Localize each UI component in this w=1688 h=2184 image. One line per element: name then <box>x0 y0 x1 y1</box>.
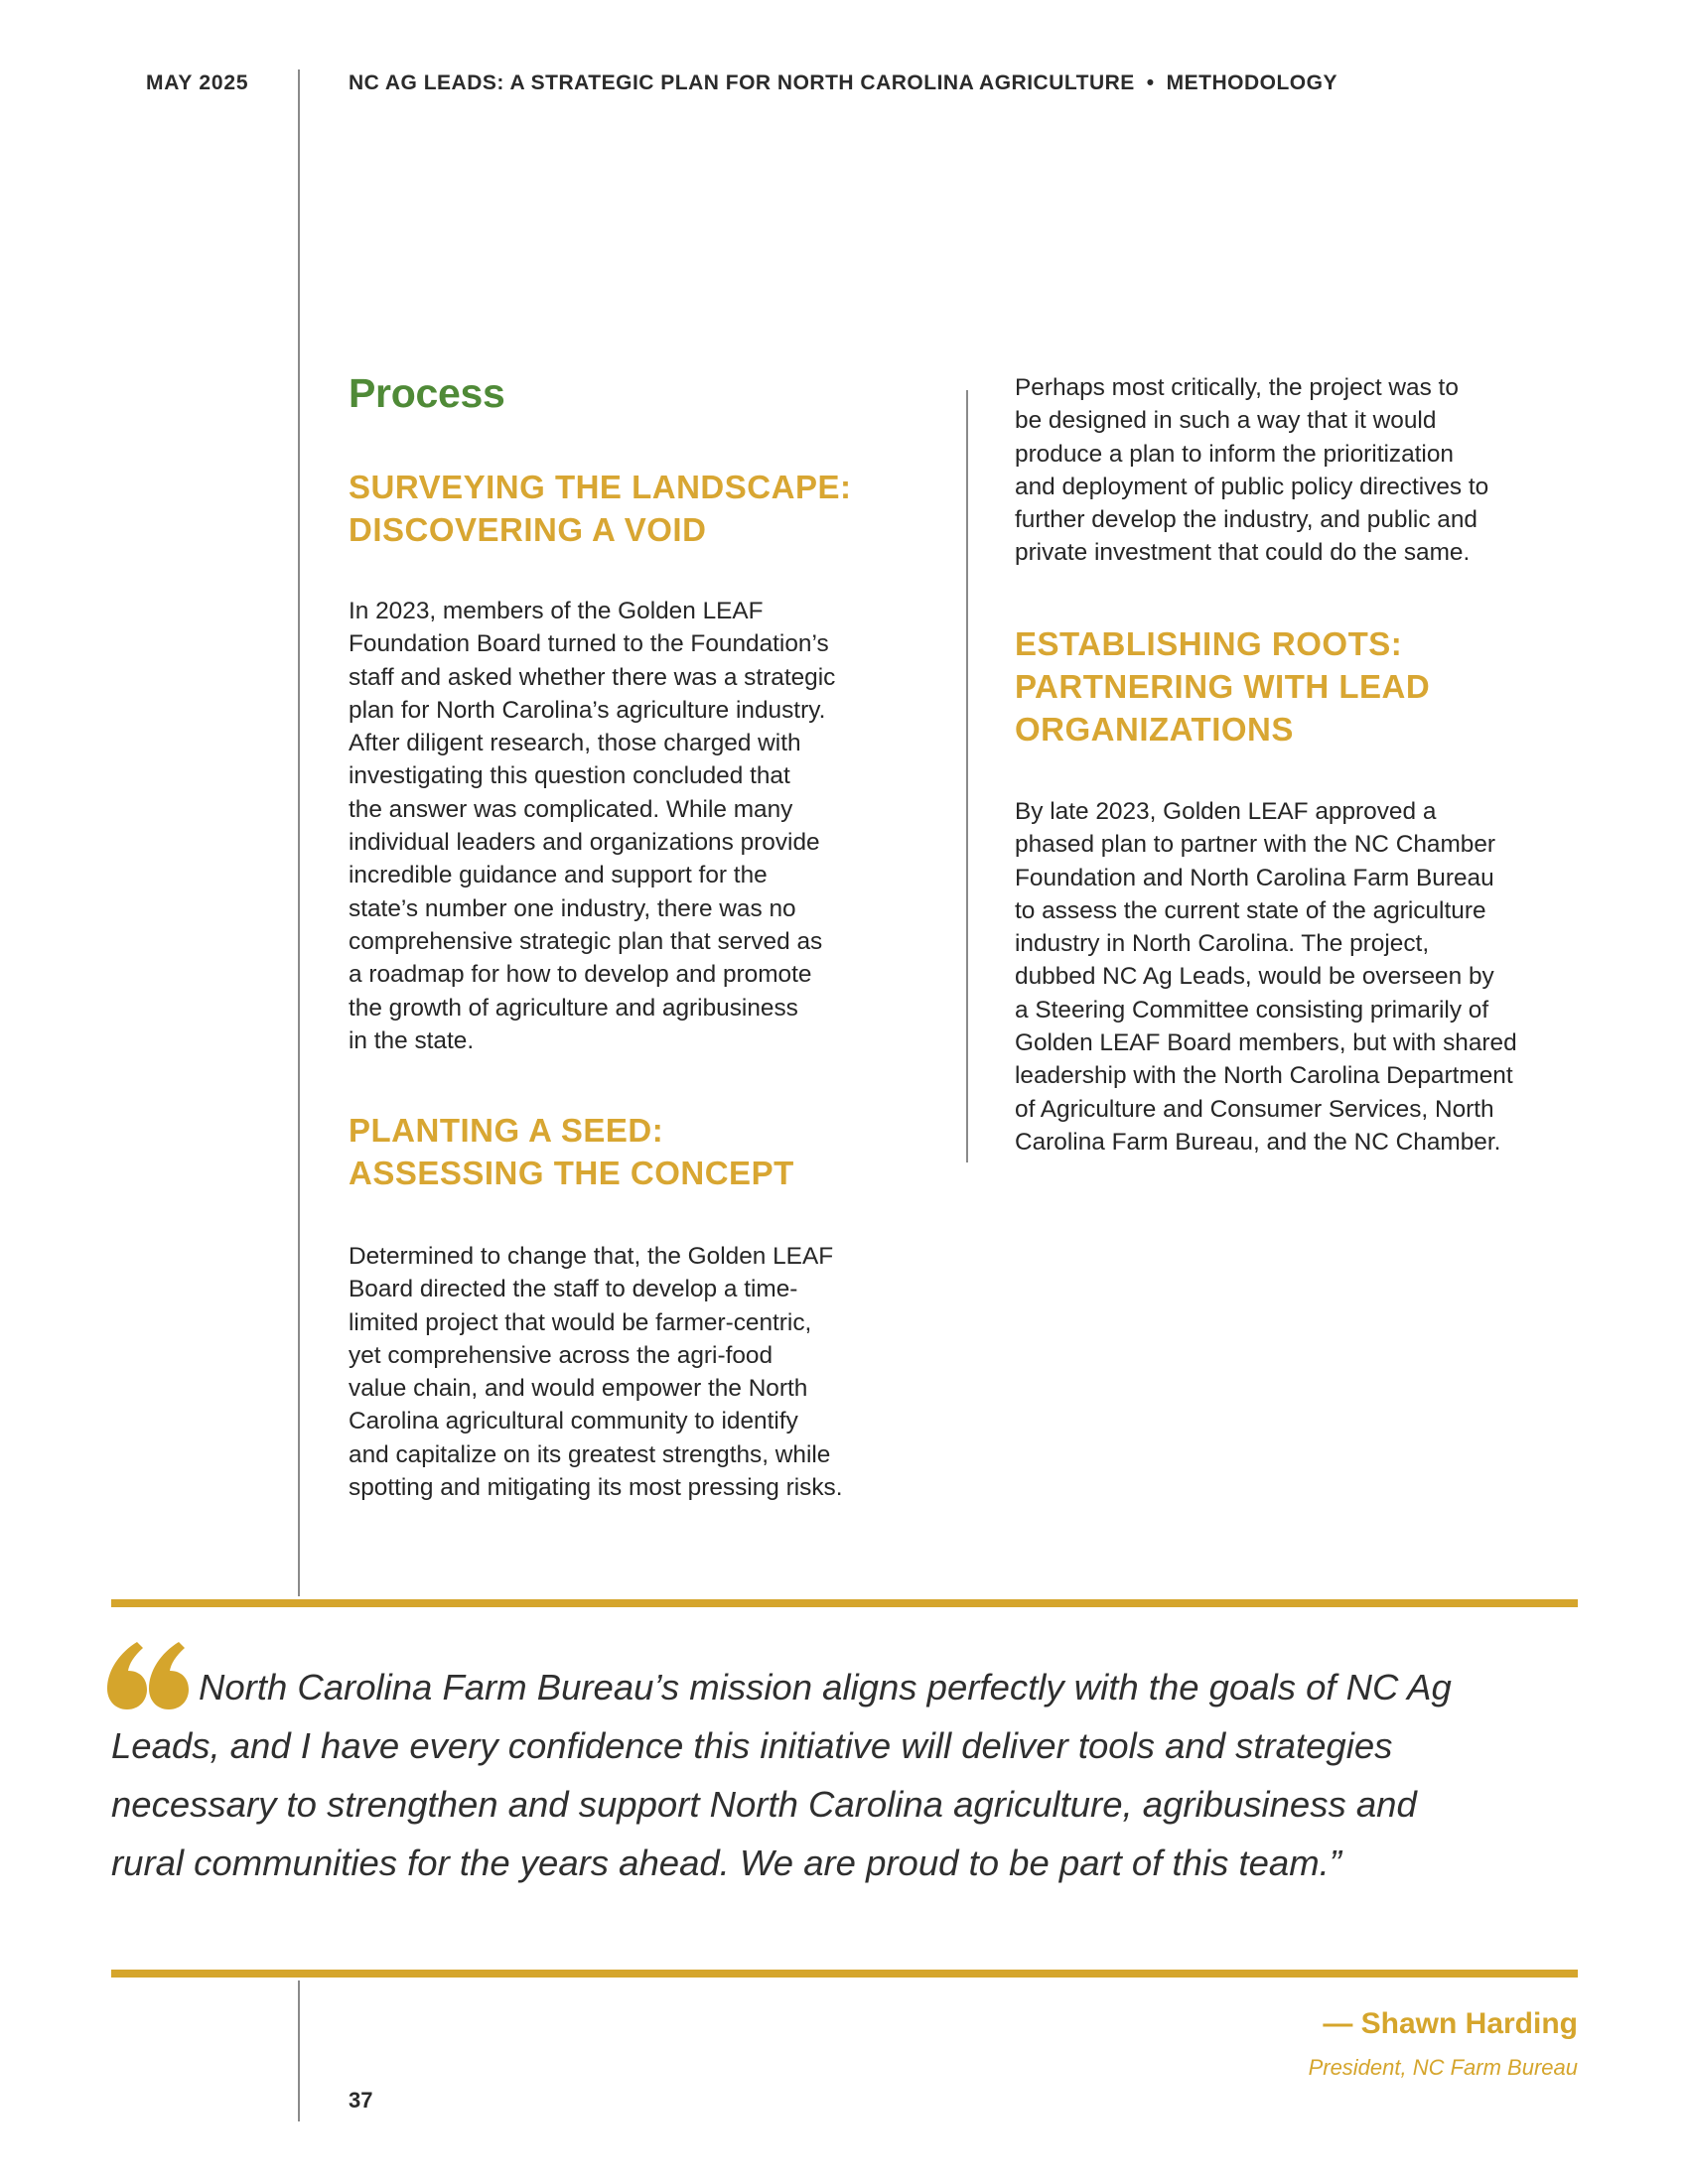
text-line: By late 2023, Golden LEAF approved a <box>1015 798 1437 825</box>
left-margin-rule <box>298 69 300 1596</box>
header-separator: • <box>1146 71 1155 94</box>
text-line: staff and asked whether there was a strategic <box>349 663 836 691</box>
section-title: Process <box>349 370 505 416</box>
text-line: private investment that could do the same. <box>1015 539 1471 567</box>
text-line: state’s number one industry, there was no <box>349 894 796 922</box>
text-line: dubbed NC Ag Leads, would be overseen by <box>1015 963 1494 991</box>
paragraph-golden-leaf-board <box>349 595 835 1057</box>
header-section: METHODOLOGY <box>1166 71 1337 94</box>
header-date: MAY 2025 <box>146 71 249 94</box>
quote-attribution-name: — Shawn Harding <box>1323 2007 1578 2040</box>
text-line: Carolina Farm Bureau, and the NC Chamber. <box>1015 1128 1501 1156</box>
text-line: leadership with the North Carolina Department <box>1015 1062 1513 1090</box>
text-line: industry in North Carolina. The project, <box>1015 930 1430 958</box>
subhead-planting-seed <box>349 1109 794 1194</box>
column-divider <box>966 390 968 1162</box>
text-line: yet comprehensive across the agri-food <box>349 1341 774 1369</box>
text-line: individual leaders and organizations provide <box>349 829 820 857</box>
text-line: a Steering Committee consisting primarily of <box>1015 996 1489 1024</box>
text-line: limited project that would be farmer-centric, <box>349 1308 812 1336</box>
quote-bottom-rule <box>111 1970 1578 1978</box>
text-line: and deployment of public policy directives to <box>1015 473 1489 500</box>
subhead-line: ESTABLISHING ROOTS: <box>1015 625 1403 662</box>
text-line: be designed in such a way that it would <box>1015 407 1437 435</box>
page-number: 37 <box>349 2088 373 2113</box>
text-line: value chain, and would empower the North <box>349 1375 808 1403</box>
text-line: Foundation Board turned to the Foundation’s <box>349 630 829 658</box>
text-line: comprehensive strategic plan that served as <box>349 927 823 955</box>
text-line: Golden LEAF Board members, but with shared <box>1015 1029 1517 1057</box>
header-title-text: NC AG LEADS: A STRATEGIC PLAN FOR NORTH CAROLINA AGRICULTURE <box>349 71 1135 94</box>
text-line: plan for North Carolina’s agriculture industry. <box>349 696 826 724</box>
text-line: In 2023, members of the Golden LEAF <box>349 598 764 624</box>
pull-quote <box>111 1658 1452 1892</box>
text-line: Carolina agricultural community to identify <box>349 1408 798 1435</box>
quote-line: necessary to strengthen and support North Carolina agriculture, agribusiness and <box>111 1784 1417 1825</box>
text-line: phased plan to partner with the NC Chamber <box>1015 831 1496 859</box>
text-line: Foundation and North Carolina Farm Bureau <box>1015 864 1494 891</box>
text-line: produce a plan to inform the prioritization <box>1015 440 1454 468</box>
text-line: Board directed the staff to develop a time- <box>349 1276 798 1303</box>
header-title <box>349 71 1337 95</box>
subhead-line: PLANTING A SEED: <box>349 1112 664 1149</box>
subhead-establishing-roots <box>1015 622 1430 751</box>
paragraph-by-late-2023 <box>1015 795 1517 1159</box>
subhead-surveying-landscape <box>349 466 851 551</box>
text-line: the growth of agriculture and agribusiness <box>349 994 798 1022</box>
text-line: the answer was complicated. While many <box>349 795 793 823</box>
text-line: and capitalize on its greatest strengths, while <box>349 1440 831 1468</box>
quote-line: rural communities for the years ahead. We are proud to be part of this team.” <box>111 1843 1341 1883</box>
text-line: of Agriculture and Consumer Services, North <box>1015 1095 1494 1123</box>
text-line: investigating this question concluded that <box>349 762 790 790</box>
paragraph-perhaps-most-critically <box>1015 371 1488 570</box>
left-margin-rule-bottom <box>298 1980 300 2121</box>
quote-line: Leads, and I have every confidence this initiative will deliver tools and strategies <box>111 1725 1393 1766</box>
text-line: Perhaps most critically, the project was to <box>1015 374 1459 401</box>
subhead-line: ASSESSING THE CONCEPT <box>349 1155 794 1191</box>
subhead-line: PARTNERING WITH LEAD <box>1015 668 1431 705</box>
subhead-line: SURVEYING THE LANDSCAPE: <box>349 469 852 505</box>
text-line: incredible guidance and support for the <box>349 862 768 889</box>
subhead-line: ORGANIZATIONS <box>1015 711 1294 748</box>
text-line: After diligent research, those charged with <box>349 730 801 757</box>
text-line: in the state. <box>349 1026 475 1054</box>
text-line: Determined to change that, the Golden LEAF <box>349 1243 834 1270</box>
text-line: spotting and mitigating its most pressing risks. <box>349 1474 843 1502</box>
subhead-line: DISCOVERING A VOID <box>349 511 707 548</box>
paragraph-determined-to-change <box>349 1240 843 1504</box>
text-line: further develop the industry, and public and <box>1015 506 1477 534</box>
quote-line: North Carolina Farm Bureau’s mission aligns perfectly with the goals of NC Ag <box>199 1667 1452 1707</box>
quote-top-rule <box>111 1599 1578 1607</box>
text-line: a roadmap for how to develop and promote <box>349 961 812 989</box>
text-line: to assess the current state of the agriculture <box>1015 896 1486 924</box>
quote-attribution-role: President, NC Farm Bureau <box>1308 2055 1578 2080</box>
